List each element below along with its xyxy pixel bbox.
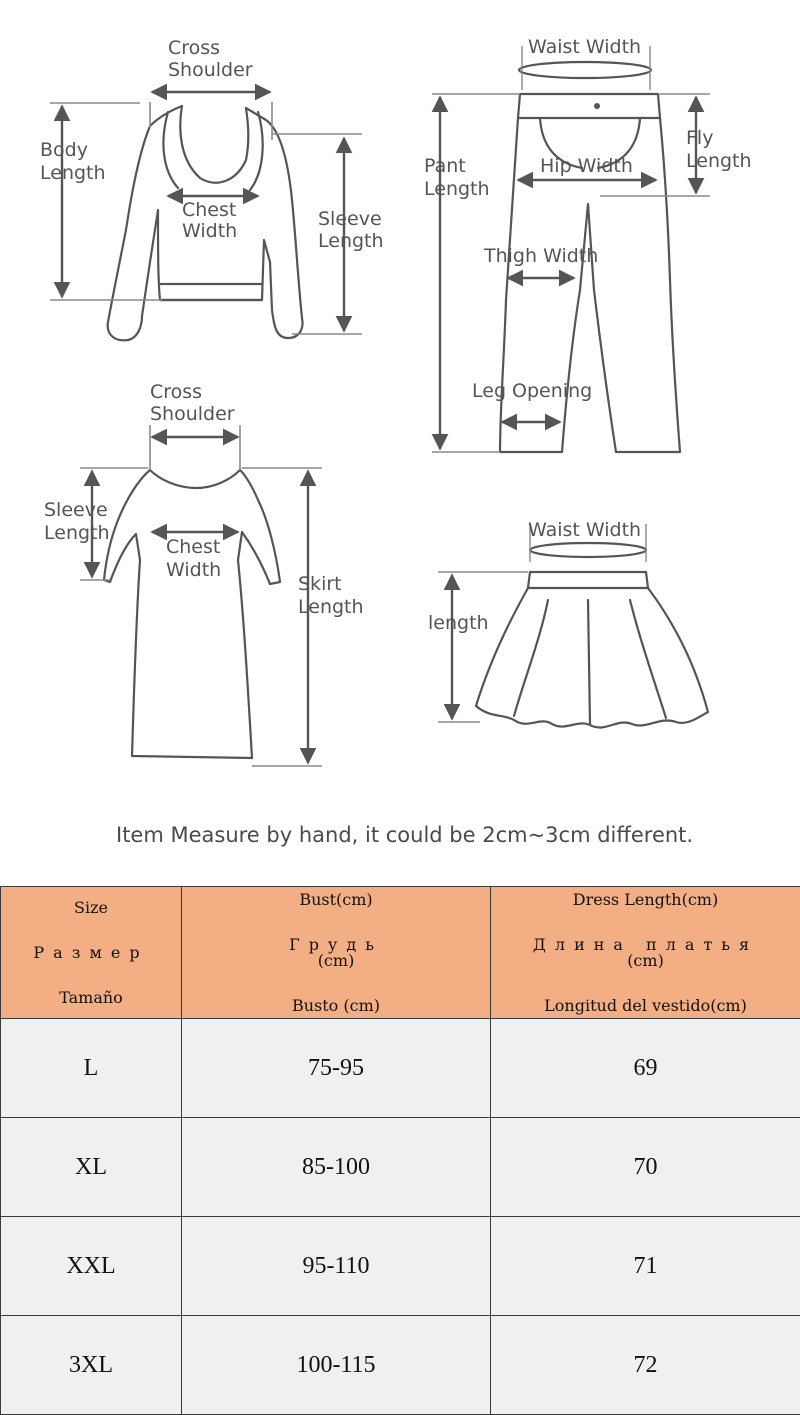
size-cell: XXL (1, 1217, 182, 1316)
table-header-row (1, 887, 800, 1019)
size-table (0, 886, 800, 1415)
bust-cell: 95-110 (182, 1217, 491, 1316)
dress-cross-shoulder-label: Cross (150, 381, 202, 403)
dress-chest-width-label: Chest (166, 536, 220, 558)
dress-length-cell: 71 (491, 1217, 800, 1316)
top-sleeve-length-label: Sleeve (318, 208, 382, 230)
bust-cell: 100-115 (182, 1316, 491, 1415)
top-chest-width-label: Chest (182, 199, 236, 221)
dress-length-cell: 72 (491, 1316, 800, 1415)
dress-sleeve-length-label: Sleeve (44, 499, 108, 521)
top-chest-width-label-2: Width (182, 220, 237, 242)
fly-length-label-2: Length (686, 150, 752, 172)
dress-length-header-es: Longitud del vestido(cm) (491, 998, 800, 1014)
body-length-label: Body (40, 139, 88, 161)
dress-length-header-ru-unit: (cm) (627, 951, 664, 970)
dress-length-header-en: Dress Length(cm) (491, 892, 800, 908)
skirt-length-label: Skirt (298, 573, 342, 595)
bust-header-ru: Грудь (182, 937, 490, 953)
size-cell: L (1, 1019, 182, 1118)
top-cross-shoulder-label: Cross (168, 37, 220, 59)
table-row (1, 1316, 800, 1415)
skirt-length-only-label: length (428, 612, 489, 634)
measure-note: Item Measure by hand, it could be 2cm~3cm different. (116, 823, 693, 847)
table-row (1, 1217, 800, 1316)
pants-waist-width-label: Waist Width (528, 36, 641, 58)
bust-header-ru-unit: (cm) (318, 951, 355, 970)
body-length-label-2: Length (40, 162, 106, 184)
dress-sleeve-length-label-2: Length (44, 522, 110, 544)
size-header-ru: Размер (1, 945, 181, 961)
bust-cell: 85-100 (182, 1118, 491, 1217)
top-sleeve-length-label-2: Length (318, 230, 384, 252)
bust-column-header (182, 887, 491, 1019)
bust-cell: 75-95 (182, 1019, 491, 1118)
dress-chest-width-label-2: Width (166, 559, 221, 581)
size-cell: XL (1, 1118, 182, 1217)
dress-length-column-header (491, 887, 800, 1019)
pant-length-label: Pant (424, 155, 466, 177)
top-cross-shoulder-label-2: Shoulder (168, 59, 253, 81)
thigh-width-label: Thigh Width (483, 245, 598, 267)
skirt-length-label-2: Length (298, 596, 364, 618)
bust-header-en: Bust(cm) (182, 892, 490, 908)
size-header-es: Tamaño (1, 990, 181, 1006)
dress-illustration (80, 425, 322, 766)
table-row (1, 1118, 800, 1217)
hip-width-label: Hip Width (540, 155, 633, 177)
dress-length-header-ru: Длина платья (491, 937, 800, 953)
table-row (1, 1019, 800, 1118)
bust-header-es: Busto (cm) (182, 998, 490, 1014)
dress-length-cell: 70 (491, 1118, 800, 1217)
size-cell: 3XL (1, 1316, 182, 1415)
fly-length-label: Fly (686, 127, 713, 149)
pant-length-label-2: Length (424, 178, 490, 200)
size-header-en: Size (1, 900, 181, 916)
dress-length-cell: 69 (491, 1019, 800, 1118)
leg-opening-label: Leg Opening (472, 380, 592, 402)
size-column-header (1, 887, 182, 1019)
skirt-waist-width-label: Waist Width (528, 519, 641, 541)
dress-cross-shoulder-label-2: Shoulder (150, 403, 235, 425)
